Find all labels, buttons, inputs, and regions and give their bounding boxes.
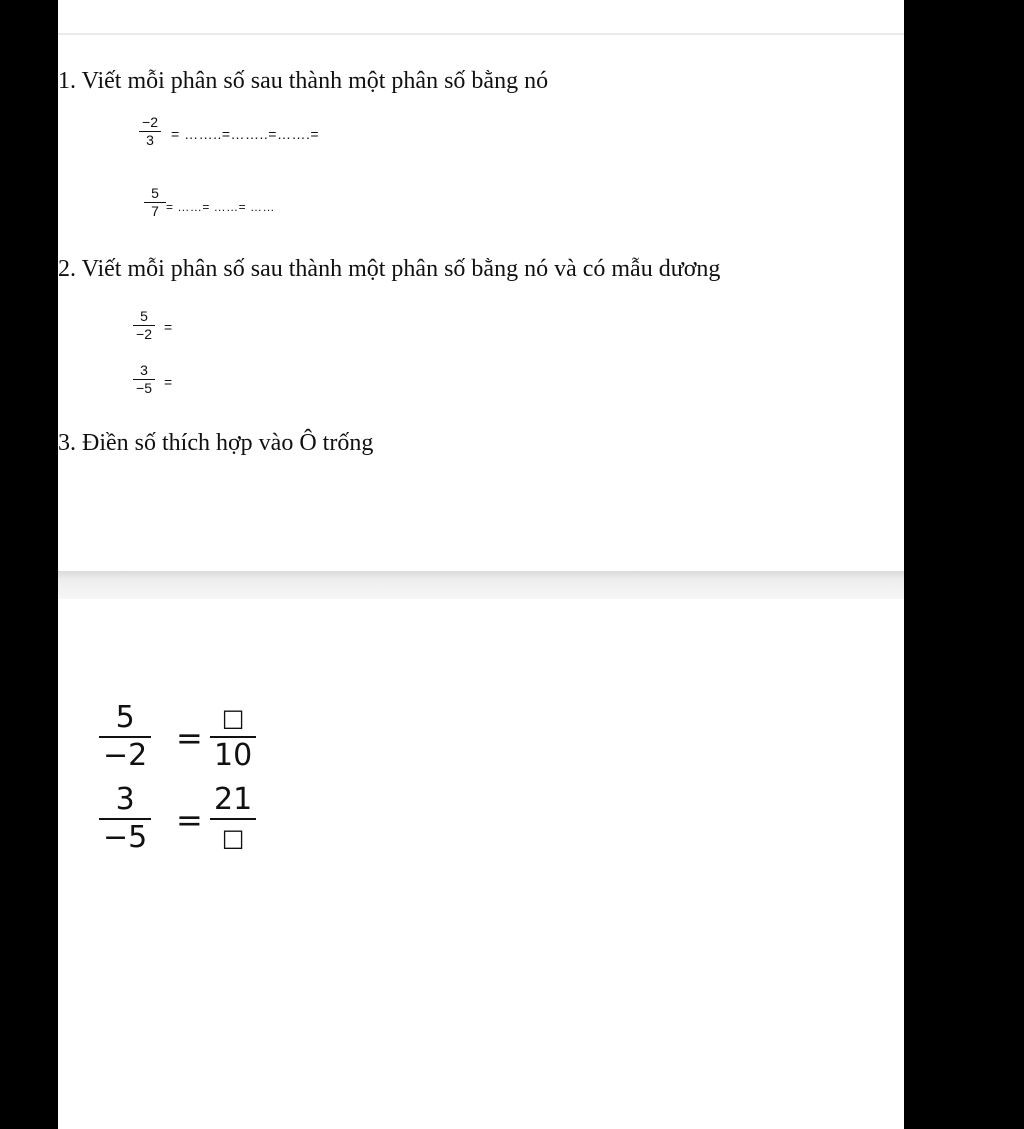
q2-fraction-1-denominator: −2: [136, 326, 152, 342]
answer-1-equals: =: [176, 719, 203, 757]
q2-equals-1: =: [164, 319, 173, 335]
q1-fraction-1-numerator: −2: [142, 114, 158, 130]
answer-1-right-numerator-box: □: [221, 704, 245, 732]
q2-heading: 2. Viết mỗi phân số sau thành một phân số bằng nó và có mẫu dương: [58, 256, 721, 282]
answer-1-left-denominator: −2: [103, 738, 148, 773]
answer-1-left-fraction: [99, 700, 151, 774]
q2-fraction-2-numerator: 3: [140, 362, 148, 378]
q2-equals-2: =: [164, 374, 173, 390]
q1-blanks-2: = ……= ……= ……: [166, 200, 276, 214]
answer-2-right-numerator: 21: [214, 782, 253, 817]
answer-1-right-denominator: 10: [214, 738, 253, 773]
top-divider: [58, 33, 904, 35]
q1-fraction-2: [144, 185, 166, 220]
q3-heading: 3. Điền số thích hợp vào Ô trống: [58, 430, 374, 456]
answer-2-equals: =: [176, 801, 203, 839]
q1-heading: 1. Viết mỗi phân số sau thành một phân số bằng nó: [58, 68, 549, 94]
q1-fraction-2-denominator: 7: [151, 203, 159, 219]
answer-2-right-fraction: [210, 782, 256, 856]
q1-fraction-1-denominator: 3: [146, 132, 154, 148]
answer-1-right-fraction: [210, 700, 256, 774]
q1-blanks-1: = ……..=……..=…….=: [171, 126, 320, 142]
q2-fraction-1-numerator: 5: [140, 308, 148, 324]
answer-2-left-fraction: [99, 782, 151, 856]
page-gap: [58, 571, 904, 599]
q2-fraction-1: [133, 308, 155, 343]
answer-2-left-denominator: −5: [103, 820, 148, 855]
q2-fraction-2-denominator: −5: [136, 380, 152, 396]
answer-1-left-numerator: 5: [115, 700, 135, 735]
q1-fraction-2-numerator: 5: [151, 185, 159, 201]
answer-2-right-denominator-box: □: [221, 824, 245, 852]
q1-fraction-1: [139, 114, 161, 149]
document-page: [58, 0, 904, 1129]
answer-2-left-numerator: 3: [115, 782, 135, 817]
q2-fraction-2: [133, 362, 155, 397]
